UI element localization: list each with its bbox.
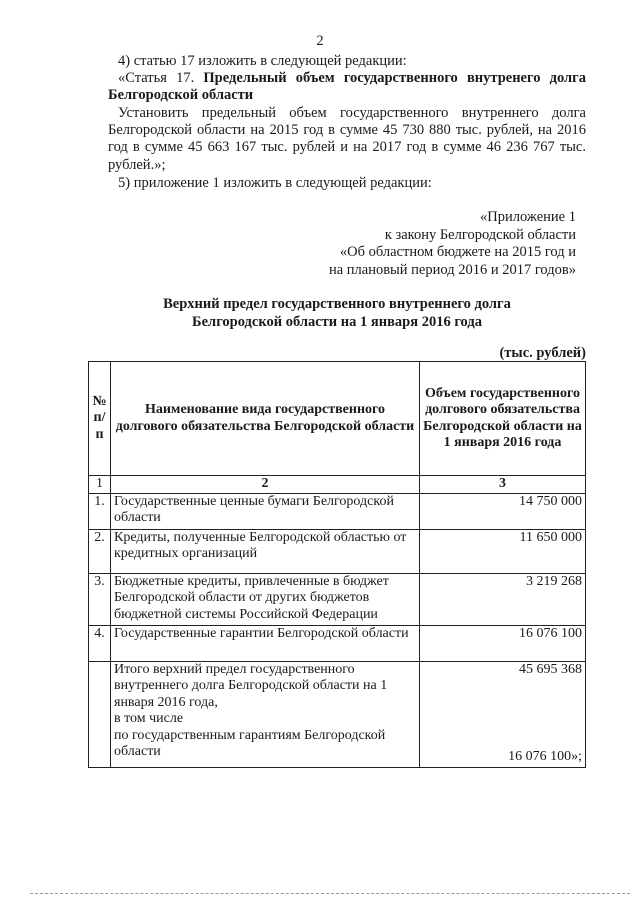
- total-row: [89, 661, 586, 767]
- total-number-empty: [89, 661, 111, 767]
- table-title-line-1: Верхний предел государственного внутреннего долга: [163, 296, 511, 312]
- total-values: [420, 661, 586, 767]
- guarantees-value: 16 076 100»;: [508, 749, 582, 764]
- appendix-header: [250, 209, 576, 279]
- article-heading: [108, 70, 586, 104]
- appendix-line-4: на плановый период 2016 и 2017 годов»: [328, 261, 576, 278]
- row-value: 14 750 000: [420, 493, 586, 529]
- article-title: Предельный объем государственного внутренего долга Белгородской области: [108, 70, 586, 103]
- table-title-line-2: Белгородской области на 1 января 2016 года: [192, 313, 482, 330]
- units-label: (тыс. рублей): [499, 345, 586, 361]
- row-name: Кредиты, полученные Белгородской областью от кредитных организаций: [111, 529, 420, 573]
- table-row: [89, 529, 586, 573]
- table-row: [89, 493, 586, 529]
- row-number: 2.: [89, 529, 111, 573]
- row-value: 11 650 000: [420, 529, 586, 573]
- header-num: № п/п: [89, 362, 111, 476]
- total-text-1: Итого верхний предел государственного внутреннего долга Белгородской области на 1 января 2016 года,: [114, 661, 388, 710]
- col-number-1: 1: [89, 476, 111, 494]
- appendix-line-2: к закону Белгородской области: [384, 226, 576, 243]
- appendix-line-1: «Приложение 1: [480, 209, 576, 225]
- row-name: Бюджетные кредиты, привлеченные в бюджет Белгородской области от других бюджетов бюджетной системы Российской Федерации: [111, 573, 420, 625]
- appendix-line-3: «Об областном бюджете на 2015 год и: [339, 244, 576, 260]
- row-number: 3.: [89, 573, 111, 625]
- row-value: 16 076 100: [420, 625, 586, 661]
- article-prefix: «Статья 17.: [118, 70, 204, 86]
- total-text: [111, 661, 420, 767]
- table-title: [88, 296, 586, 331]
- table-row: [89, 573, 586, 625]
- header-amount: Объем государственного долгового обязательства Белгородской области на 1 января 2016 года: [420, 362, 586, 476]
- total-text-2: в том числе: [114, 711, 184, 726]
- col-number-2: 2: [111, 476, 420, 494]
- bottom-divider: [30, 893, 630, 894]
- row-value: 3 219 268: [420, 573, 586, 625]
- paragraph-article-17: 4) статью 17 изложить в следующей редакции:: [118, 53, 407, 69]
- row-number: 1.: [89, 493, 111, 529]
- debt-table: [88, 361, 586, 768]
- row-name: Государственные гарантии Белгородской области: [111, 625, 420, 661]
- page-number: 2: [316, 33, 324, 49]
- total-value: 45 695 368: [519, 661, 582, 677]
- row-name: Государственные ценные бумаги Белгородской области: [111, 493, 420, 529]
- column-numbers-row: [89, 476, 586, 494]
- paragraph-debt-limit: Установить предельный объем государственного внутреннего долга Белгородской области на 2015 год в сумме 45 730 880 тыс. рублей, на 2016 год в сумме 45 663 167 тыс. рублей и на 2017 год в сумме 46 236 767 тыс. рублей.»;: [108, 105, 586, 173]
- row-number: 4.: [89, 625, 111, 661]
- total-text-3: по государственным гарантиям Белгородской области: [114, 727, 386, 759]
- table-header-row: [89, 362, 586, 476]
- header-name: Наименование вида государственного долгового обязательства Белгородской области: [111, 362, 420, 476]
- table-row: [89, 625, 586, 661]
- paragraph-appendix-1: 5) приложение 1 изложить в следующей редакции:: [118, 175, 432, 191]
- col-number-3: 3: [420, 476, 586, 494]
